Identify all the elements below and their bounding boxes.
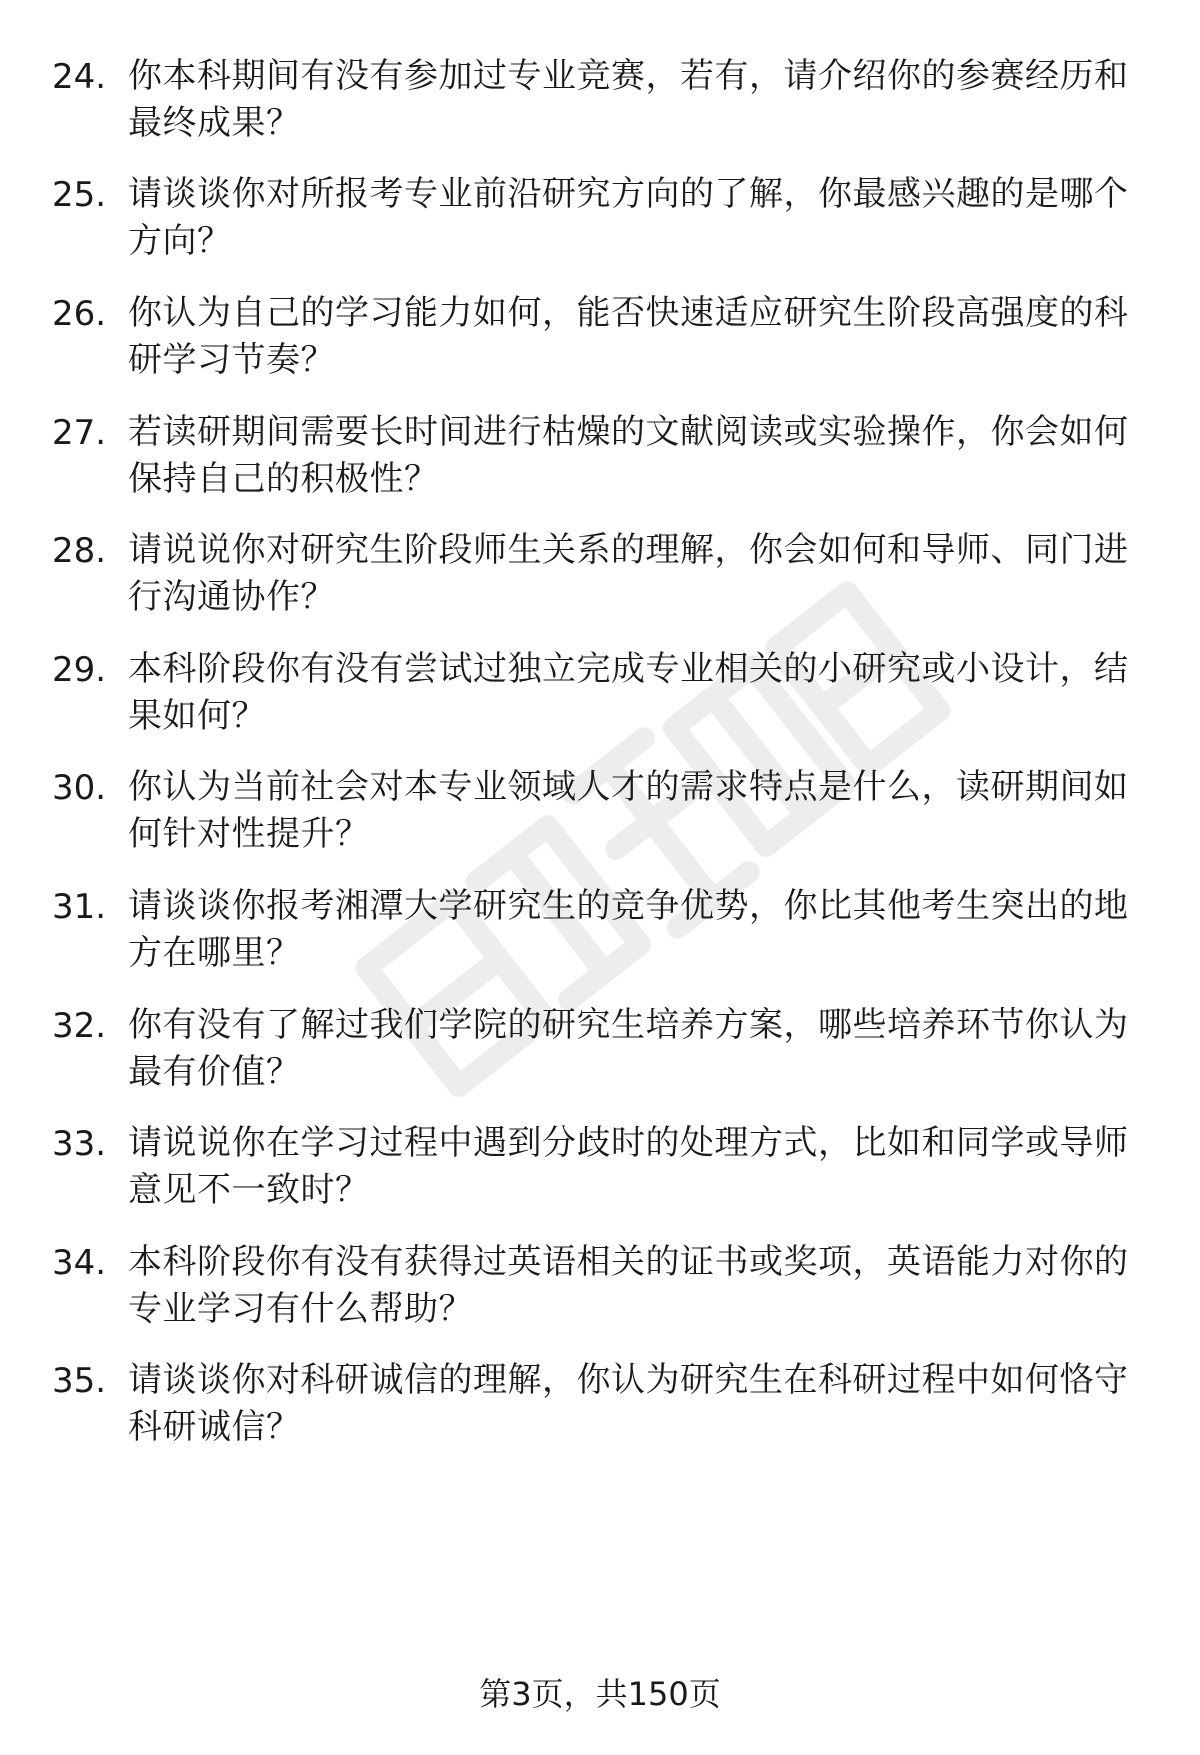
question-item-35	[0, 1357, 1200, 1467]
question-text: 请谈谈你报考湘潭大学研究生的竞争优势，你比其他考生突出的地方在哪里？	[128, 886, 1129, 973]
question-text: 你认为当前社会对本专业领域人才的需求特点是什么，读研期间如何针对性提升？	[128, 767, 1129, 854]
question-number: 34.	[52, 1243, 107, 1283]
question-item-24	[0, 53, 1200, 163]
question-number: 28.	[52, 531, 107, 571]
question-item-31	[0, 883, 1200, 993]
question-text: 本科阶段你有没有获得过英语相关的证书或奖项，英语能力对你的专业学习有什么帮助？	[128, 1242, 1129, 1329]
question-text: 你认为自己的学习能力如何，能否快速适应研究生阶段高强度的科研学习节奏？	[128, 293, 1129, 380]
question-item-25	[0, 171, 1200, 281]
question-item-26	[0, 290, 1200, 400]
question-number: 35.	[52, 1361, 107, 1401]
question-number: 33.	[52, 1124, 107, 1164]
question-number: 26.	[52, 294, 107, 334]
question-number: 25.	[52, 175, 107, 215]
question-text: 请谈谈你对所报考专业前沿研究方向的了解，你最感兴趣的是哪个方向？	[128, 174, 1129, 261]
question-number: 32.	[52, 1006, 107, 1046]
question-text: 你本科期间有没有参加过专业竞赛，若有，请介绍你的参赛经历和最终成果？	[128, 56, 1129, 143]
question-text: 你有没有了解过我们学院的研究生培养方案，哪些培养环节你认为最有价值？	[128, 1005, 1129, 1092]
question-text: 请说说你在学习过程中遇到分歧时的处理方式，比如和同学或导师意见不一致时？	[128, 1123, 1129, 1210]
question-number: 31.	[52, 887, 107, 927]
question-text: 请谈谈你对科研诚信的理解，你认为研究生在科研过程中如何恪守科研诚信？	[128, 1360, 1129, 1447]
question-item-32	[0, 1002, 1200, 1112]
page-number-footer: 第3页，共150页	[479, 1675, 721, 1713]
question-item-29	[0, 646, 1200, 756]
question-item-34	[0, 1239, 1200, 1349]
question-text: 本科阶段你有没有尝试过独立完成专业相关的小研究或小设计，结果如何？	[128, 649, 1129, 736]
question-item-28	[0, 527, 1200, 637]
question-item-33	[0, 1120, 1200, 1230]
question-item-30	[0, 764, 1200, 874]
question-number: 27.	[52, 413, 107, 453]
question-text: 若读研期间需要长时间进行枯燥的文献阅读或实验操作，你会如何保持自己的积极性？	[128, 412, 1129, 499]
question-number: 30.	[52, 768, 107, 808]
question-item-27	[0, 409, 1200, 519]
question-number: 24.	[52, 57, 107, 97]
question-number: 29.	[52, 650, 107, 690]
question-text: 请说说你对研究生阶段师生关系的理解，你会如何和导师、同门进行沟通协作？	[128, 530, 1129, 617]
